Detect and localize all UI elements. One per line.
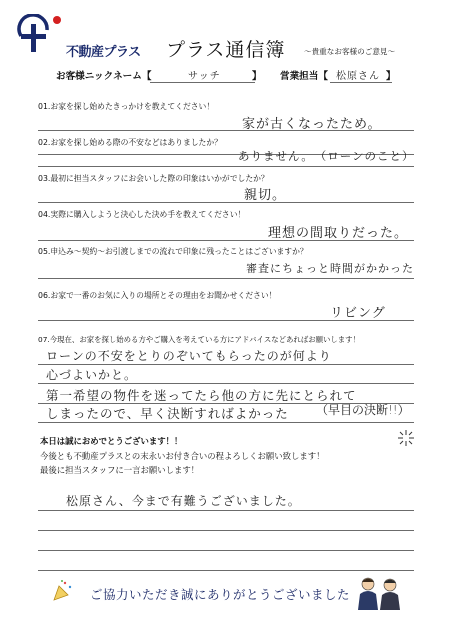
question-3: 03.最初に担当スタッフにお会いした際の印象はいかがでしたか？ <box>38 174 269 183</box>
message-line-4 <box>38 570 414 571</box>
nickname-value: サッチ <box>188 71 221 82</box>
answer-line-7d <box>38 422 414 423</box>
answer-4: 理想の間取りだった。 <box>268 226 409 241</box>
answer-line-3 <box>38 202 414 203</box>
header-underline <box>150 82 255 83</box>
answer-7-line-1: ローンの不安をとりのぞいてもらったのが何より <box>46 349 332 363</box>
question-7: 07.今現在、お家を探し始める方やご購入を考えている方にアドバイスなどあればお願いします！ <box>38 335 360 344</box>
logo-mark-icon <box>17 14 69 56</box>
question-6: 06.お家で一番のお気に入りの場所とその理由をお聞かせください！ <box>38 291 277 300</box>
answer-7-line-5: （早目の決断!!） <box>316 403 410 417</box>
question-5: 05.申込み～契約～お引渡しまでの流れで印象に残ったことはございますか？ <box>38 247 308 256</box>
answer-6: リビング <box>330 306 386 321</box>
closing-line-3: 最後に担当スタッフに一言お願いします！ <box>40 465 200 475</box>
answer-line-5 <box>38 278 414 279</box>
answer-7-line-2: 心づよいかと。 <box>46 368 138 382</box>
staff-avatars <box>354 576 404 610</box>
closing-line-1: 本日は誠におめでとうございます！！ <box>40 436 183 446</box>
party-popper-icon <box>50 578 74 602</box>
staff-message: 松原さん、今まで有難うございました。 <box>66 494 301 508</box>
nickname-label: お客様ニックネーム【 <box>56 71 152 82</box>
page-subtitle: ～貴重なお客様のご意見～ <box>304 47 396 56</box>
answer-7-line-3: 第一希望の物件を迷ってたら他の方に先にとられて <box>46 388 357 403</box>
answer-5: 審査にちょっと時間がかかった <box>246 262 414 275</box>
question-2: 02.お家を探し始める際の不安などはありましたか？ <box>38 138 222 147</box>
answer-line-2 <box>38 166 414 167</box>
message-line-2 <box>38 530 414 531</box>
staff-value: 松原さん <box>336 71 380 82</box>
logo <box>17 14 69 56</box>
answer-line-1 <box>38 130 414 131</box>
closing-line-2: 今後とも不動産プラスとの末永いお付き合いの程よろしくお願い致します！ <box>40 451 325 461</box>
staff-close: 】 <box>386 71 396 82</box>
answer-line-6 <box>38 320 414 321</box>
nickname-close: 】 <box>252 71 262 82</box>
staff-label: 営業担当【 <box>280 71 328 82</box>
staff-avatars-icon <box>354 576 404 610</box>
fireworks-icon <box>396 428 416 448</box>
brand-name: 不動産プラス <box>66 45 141 60</box>
staff-underline <box>330 82 392 83</box>
answer-line-7a <box>38 364 414 365</box>
answer-1: 家が古くなったため。 <box>242 117 382 132</box>
answer-3: 親切。 <box>244 188 287 203</box>
thank-you-message: ご協力いただき誠にありがとうございました <box>90 587 351 602</box>
question-4: 04.実際に購入しようと決心した決め手を教えてください！ <box>38 210 246 219</box>
message-line-1 <box>38 510 414 511</box>
answer-7-line-4: しまったので、早く決断すればよかった <box>46 406 289 421</box>
answer-line-7b <box>38 383 414 384</box>
message-line-3 <box>38 550 414 551</box>
answer-2: ありません。 （ローンのこと） <box>238 149 415 163</box>
answer-line-4 <box>38 240 414 241</box>
question-1: 01.お家を探し始めたきっかけを教えてください！ <box>38 102 215 111</box>
page-title: プラス通信簿 <box>166 39 286 61</box>
